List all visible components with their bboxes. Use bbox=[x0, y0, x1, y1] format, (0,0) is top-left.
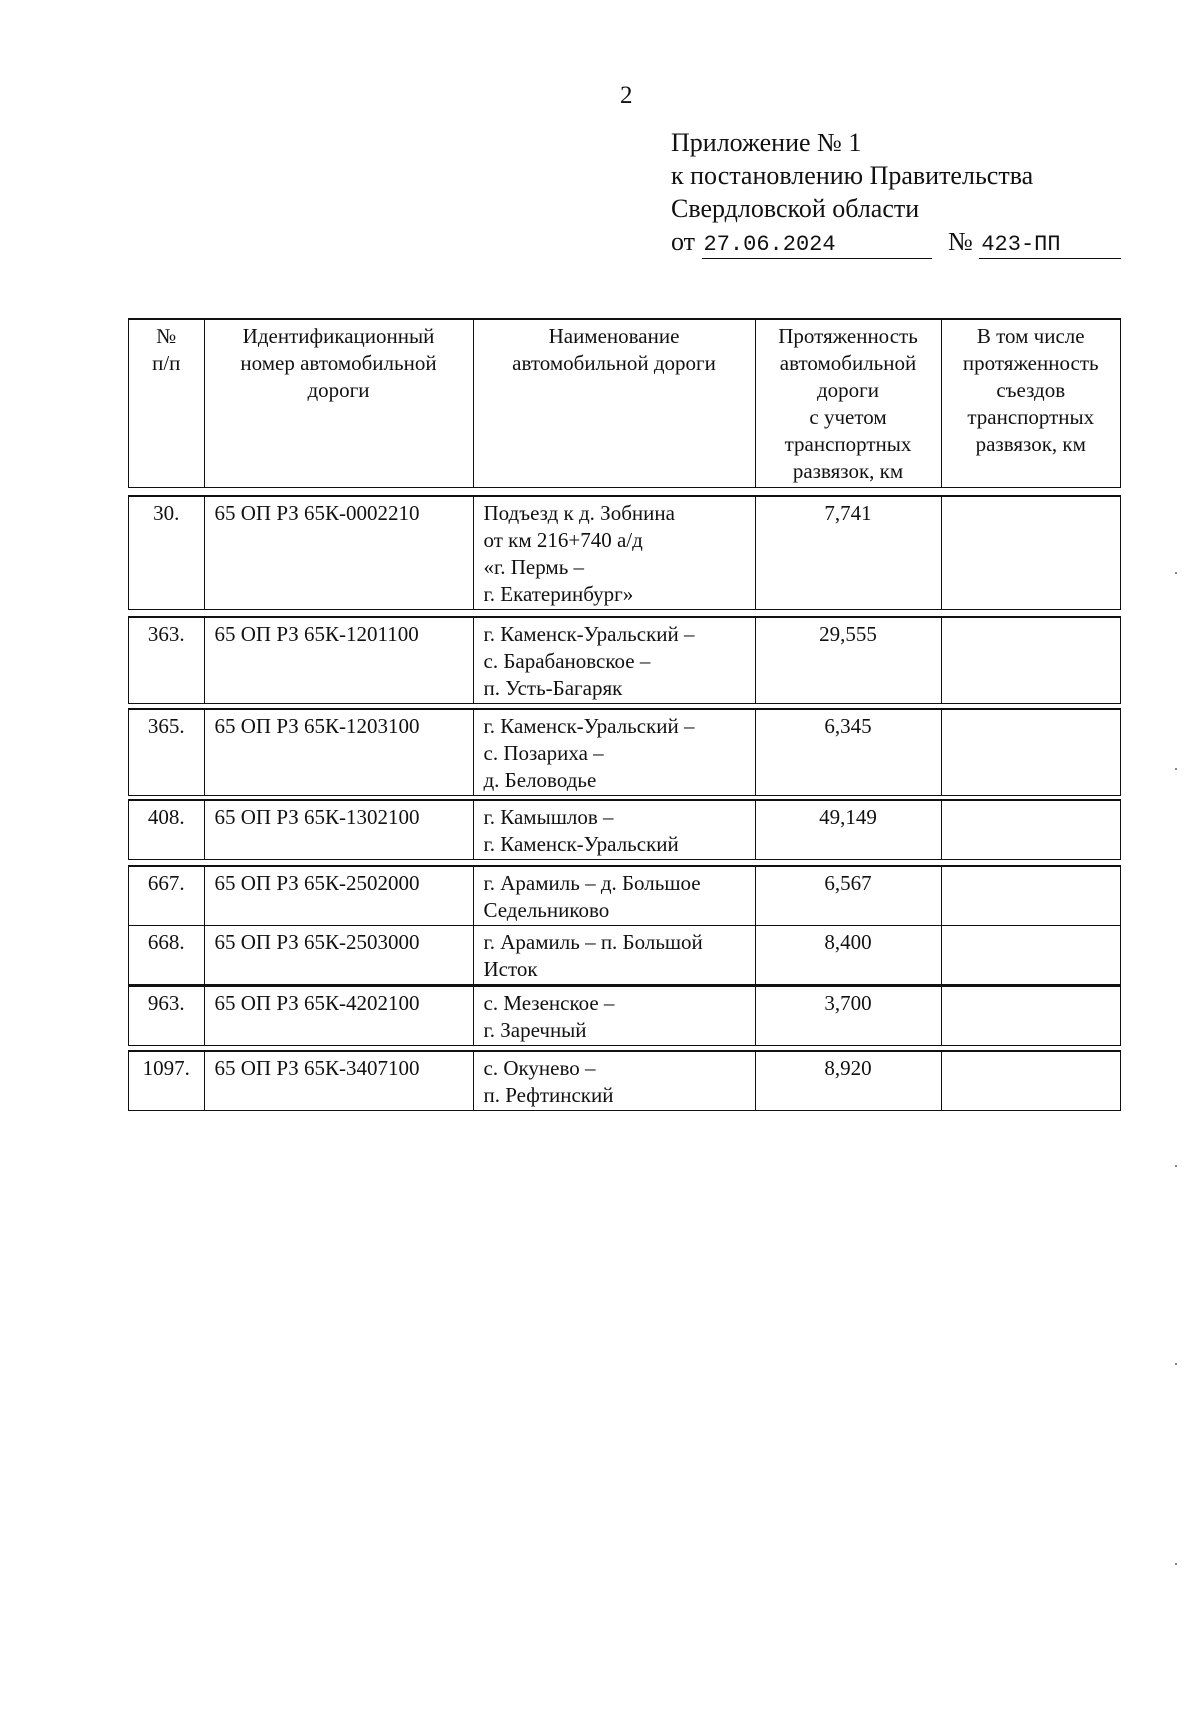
road-length: 49,149 bbox=[755, 801, 941, 860]
row-number: 363. bbox=[129, 618, 204, 704]
road-id: 65 ОП РЗ 65К-2502000 bbox=[204, 867, 473, 926]
table-row-group bbox=[128, 616, 1121, 704]
road-name bbox=[473, 618, 755, 704]
scan-speck bbox=[1175, 768, 1177, 770]
road-length: 6,345 bbox=[755, 710, 941, 796]
road-name bbox=[473, 1052, 755, 1111]
header-line: номер автомобильной bbox=[240, 351, 437, 375]
table-row bbox=[129, 801, 1120, 860]
header-name bbox=[473, 320, 755, 488]
road-id: 65 ОП РЗ 65К-3407100 bbox=[204, 1052, 473, 1111]
header-length bbox=[755, 320, 941, 488]
header-line: с учетом bbox=[809, 405, 887, 429]
road-id: 65 ОП РЗ 65К-2503000 bbox=[204, 926, 473, 985]
road-length: 3,700 bbox=[755, 987, 941, 1046]
road-name-line: г. Каменск-Уральский – bbox=[483, 622, 695, 646]
table-row-group bbox=[128, 1050, 1121, 1111]
road-name bbox=[473, 987, 755, 1046]
header-id bbox=[204, 320, 473, 488]
header-line: В том числе bbox=[976, 324, 1085, 348]
road-id: 65 ОП РЗ 65К-0002210 bbox=[204, 497, 473, 610]
header-including bbox=[941, 320, 1120, 488]
road-length: 7,741 bbox=[755, 497, 941, 610]
road-name-line: г. Арамиль – п. Большой bbox=[483, 930, 703, 954]
number-prefix: № bbox=[948, 227, 973, 256]
interchange-length bbox=[941, 926, 1120, 985]
table-row-group bbox=[128, 985, 1121, 1046]
header-line: № bbox=[156, 324, 177, 348]
table-row bbox=[129, 1052, 1120, 1111]
road-name-line: от км 216+740 а/д bbox=[483, 528, 643, 552]
scan-speck bbox=[1175, 572, 1177, 574]
scan-speck bbox=[1175, 1165, 1177, 1167]
road-name-line: с. Позариха – bbox=[483, 741, 604, 765]
table-row-group bbox=[128, 865, 1121, 985]
scan-speck bbox=[1175, 1563, 1177, 1565]
header-line: развязок, км bbox=[975, 432, 1086, 456]
road-name-line: г. Каменск-Уральский bbox=[483, 832, 679, 856]
road-id: 65 ОП РЗ 65К-1201100 bbox=[204, 618, 473, 704]
table-header-block bbox=[128, 318, 1121, 488]
row-number: 365. bbox=[129, 710, 204, 796]
header-line: автомобильной bbox=[779, 351, 917, 375]
road-name-line: г. Екатеринбург» bbox=[483, 582, 634, 606]
road-id: 65 ОП РЗ 65К-1203100 bbox=[204, 710, 473, 796]
header-line: съездов bbox=[996, 378, 1066, 402]
road-name-line: с. Окунево – bbox=[483, 1056, 596, 1080]
road-name bbox=[473, 801, 755, 860]
road-name-line: с. Мезенское – bbox=[483, 991, 615, 1015]
row-number: 668. bbox=[129, 926, 204, 985]
table-row bbox=[129, 867, 1120, 926]
road-name-line: с. Барабановское – bbox=[483, 649, 651, 673]
row-number: 30. bbox=[129, 497, 204, 610]
interchange-length bbox=[941, 497, 1120, 610]
header-line: развязок, км bbox=[792, 459, 904, 483]
date-prefix: от bbox=[671, 227, 696, 256]
road-length: 8,920 bbox=[755, 1052, 941, 1111]
road-name-line: «г. Пермь – bbox=[483, 555, 585, 579]
interchange-length bbox=[941, 867, 1120, 926]
road-length: 29,555 bbox=[755, 618, 941, 704]
road-name-line: д. Беловодье bbox=[483, 768, 597, 792]
row-number: 667. bbox=[129, 867, 204, 926]
road-name-line: г. Каменск-Уральский – bbox=[483, 714, 695, 738]
appendix-title: Приложение № 1 bbox=[671, 128, 862, 157]
header-line: Протяженность bbox=[778, 324, 918, 348]
road-length: 6,567 bbox=[755, 867, 941, 926]
road-name bbox=[473, 710, 755, 796]
road-name-line: Подъезд к д. Зобнина bbox=[483, 501, 675, 525]
header-line: дороги bbox=[816, 378, 880, 402]
row-number: 1097. bbox=[129, 1052, 204, 1111]
decree-number: 423-ПП bbox=[979, 232, 1121, 259]
road-length: 8,400 bbox=[755, 926, 941, 985]
road-name-line: п. Рефтинский bbox=[483, 1083, 614, 1107]
road-name bbox=[473, 497, 755, 610]
table-row-group bbox=[128, 495, 1121, 610]
table-row bbox=[129, 497, 1120, 610]
header-line: протяженность bbox=[962, 351, 1099, 375]
interchange-length bbox=[941, 987, 1120, 1046]
row-number: 408. bbox=[129, 801, 204, 860]
appendix-decree-line: к постановлению Правительства bbox=[671, 161, 1034, 190]
header-line: п/п bbox=[152, 351, 181, 375]
table-header-row bbox=[129, 320, 1120, 488]
appendix-date-number-line bbox=[671, 225, 1121, 259]
decree-date: 27.06.2024 bbox=[702, 232, 932, 259]
table-row-group bbox=[128, 708, 1121, 796]
road-name-line: п. Усть-Багаряк bbox=[483, 676, 623, 700]
header-num bbox=[129, 320, 204, 488]
header-line: Идентификационный bbox=[242, 324, 435, 348]
road-name bbox=[473, 867, 755, 926]
road-name-line: Седельниково bbox=[483, 898, 610, 922]
table-row-group bbox=[128, 799, 1121, 860]
road-name-line: г. Арамиль – д. Большое bbox=[483, 871, 701, 895]
interchange-length bbox=[941, 1052, 1120, 1111]
interchange-length bbox=[941, 618, 1120, 704]
header-line: Наименование bbox=[548, 324, 680, 348]
page-number: 2 bbox=[620, 82, 633, 109]
table-row bbox=[129, 710, 1120, 796]
row-number: 963. bbox=[129, 987, 204, 1046]
table-row bbox=[129, 926, 1120, 985]
header-line: транспортных bbox=[784, 432, 912, 456]
appendix-region-line: Свердловской области bbox=[671, 194, 920, 223]
road-name-line: Исток bbox=[483, 957, 538, 981]
table-row bbox=[129, 987, 1120, 1046]
header-line: дороги bbox=[307, 378, 370, 402]
road-id: 65 ОП РЗ 65К-4202100 bbox=[204, 987, 473, 1046]
table-row bbox=[129, 618, 1120, 704]
appendix-heading bbox=[671, 126, 1121, 259]
road-id: 65 ОП РЗ 65К-1302100 bbox=[204, 801, 473, 860]
scan-speck bbox=[1175, 1363, 1177, 1365]
road-name bbox=[473, 926, 755, 985]
header-line: автомобильной дороги bbox=[512, 351, 716, 375]
header-line: транспортных bbox=[967, 405, 1095, 429]
interchange-length bbox=[941, 710, 1120, 796]
road-name-line: г. Камышлов – bbox=[483, 805, 614, 829]
interchange-length bbox=[941, 801, 1120, 860]
road-name-line: г. Заречный bbox=[483, 1018, 587, 1042]
